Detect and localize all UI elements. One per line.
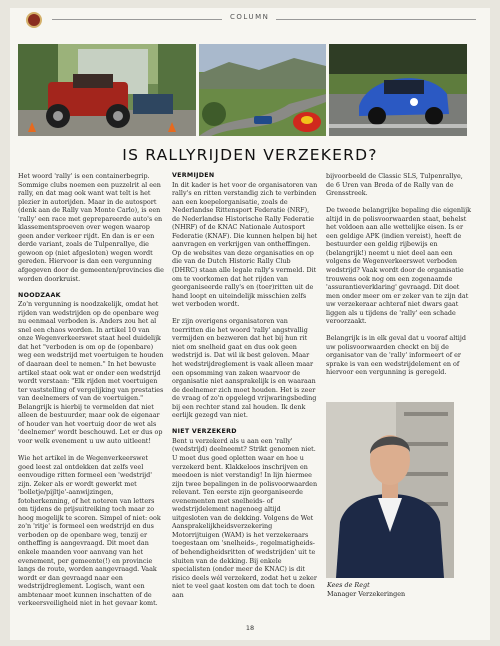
author-portrait xyxy=(326,402,454,578)
page-number: 18 xyxy=(245,624,255,632)
photo-rally-car xyxy=(329,44,467,136)
paragraph-classic-sls: bijvoorbeeld de Classic SLS, Tulpenrallye, de 6 Uren van Breda of de Rally van de Grensstreek. xyxy=(326,172,463,198)
photo-mountain-road xyxy=(199,44,326,136)
paragraph-wegenverkeerswet: Wie het artikel in de Wegenverkeerswet goed leest zal ontdekken dat zelfs veel eenvoudige ritten formeel een 'wedstrijd' zijn. Zeker als er wordt gewerkt met 'bolletje/pijltje'-aanwijzingen, fotoherkenning, of het noteren van letters om tijdens de prijsuitreiking toch maar zo hoog mogelijk te scoren. Simpel of niet: ook zo'n 'ritje' is formeel een wedstrijd en dus verboden op de openbare weg, tenzij er ontheffing is aangevraagd. Dit moet dan enkele maanden voor aanvang van het evenement, per gemeente(!) en provincie langs de route, worden aangevraagd. Vaak wordt er dan gevraagd naar een wedstrijdreglement. Logisch, want een ambtenaar moet kunnen inschatten of de verkeersveiligheid niet in het gevaar komt. xyxy=(18,453,161,608)
paragraph-noodzaak: Zo'n vergunning is noodzakelijk, omdat het rijden van wedstrijden op de openbare weg nu eenmaal verboden is. Anders zou het al snel een chaos worden. In artikel 10 van onze Wegenverkeerswet staat heel duidelijk dat het "verboden is om op de (openbare) weg een wedstrijd met voertuigen te houden of daaraan deel te nemen." In het bewuste artikel staat ook wat er onder een wedstrijd wordt verstaan: "Elk rijden met voertuigen ter vaststelling of vergelijking van prestaties van deelnemers of van de voertuigen." Belangrijk is hierbij te vermelden dat niet alleen de bestuurder, maar ook de eigenaar of houder van het voertuig door de wet als 'deelnemer' wordt beschouwd. Let er dus op voor welk evenement u uw auto uitleent! xyxy=(18,300,164,445)
caption-name: Kees de Regt xyxy=(327,581,370,589)
subheading-niet-verzekerd: NIET VERZEKERD xyxy=(172,428,237,436)
article-column-2 xyxy=(172,172,318,608)
paragraph-vermijden: In dit kader is het voor de organisatoren van rally's en ritten verstandig zich te verbinden aan een koepelorganisatie, zoals de Nederlandse Rittensport Federatie (NRF), de Nederlandse Historische Rally Federatie (NHRF) of de KNAC Nationale Autosport Federatie (KNAF). Die kunnen helpen bij het aanvragen en verkrijgen van ontheffingen. Op de websites van deze organisaties en op die van de Dutch Historic Rally Club (DHRC) staan alle legale rally's vermeld. Dit om te voorkomen dat het rijden van georganiseerde rally's en (toer)ritten uit de hand loopt en uiteindelijk misschien zelfs wet verboden wordt. xyxy=(172,180,318,309)
paragraph-belangrijk: Belangrijk is in elk geval dat u vooraf altijd uw polisvoorwaarden checkt en bij de organisator van de 'rally' informeert of er sprake is van een wedstrijdelement en of hiervoor een vergunning is geregeld. xyxy=(326,334,466,377)
article-column-3 xyxy=(326,172,472,386)
caption-role: Manager Verzekeringen xyxy=(327,590,406,598)
paragraph-niet-verzekerd: Bent u verzekerd als u aan een 'rally' (wedstrijd) deelneemt? Strikt genomen niet. U moet dus goed opletten waar en hoe u verzekerd bent. Klakkeloos inschrijven en meedoen is niet verstandig! In lijn hiermee zijn twee bepalingen in de polisvoorwaarden relevant. Ten eerste zijn georganiseerde evenementen met snelheids- of wedstrijdelement nagenoeg altijd uitgesloten van de dekking. Volgens de Wet Aansprakelijkheidsverzekering Motorrijtuigen (WAM) is het verzekeraars toegestaan om 'snelheids-, regelmatigheids- of behendigheidsritten of wedstrijden' uit te sluiten van de dekking. Bij enkele specialisten (onder meer de KNAC) is dit risico deels wél verzekerd, zodat het u zeker niet te veel gaat kosten om dat toch te doen aan xyxy=(172,436,318,599)
paragraph-intro: Het woord 'rally' is een containerbegrip. Sommige clubs noemen een puzzelrit al een rally, en dat mag ook want wat telt is het plezier in autorijden. Maar in de autosport (denk aan de Rally van Monte Carlo), is een 'rally' een race met geprepareerde auto's en klassementsproeven over wegen waarop geen ander verkeer rijdt. En dan is er een derde variant, zoals de Tulpenrallye, die gewoon op (niet afgesloten) wegen wordt gereden. Hiervoor is dan een vergunning afgegeven door de gemeenten/provincies die worden doorkruist. xyxy=(18,172,164,283)
article-column-1 xyxy=(18,172,164,616)
article-title: IS RALLYRIJDEN VERZEKERD? xyxy=(122,146,378,164)
subheading-noodzaak: NOODZAAK xyxy=(18,291,61,299)
paragraph-polisvoorwaarden: De tweede belangrijke bepaling die eigenlijk altijd in de polisvoorwaarden staat, behelst het voldoen aan alle wettelijke eisen. Is er een geldige APK (indien vereist), heeft de bestuurder een geldig rijbewijs en (belangrijk!) neemt u niet deel aan een volgens de Wegenverkeerswet verboden wedstrijd? Vaak wordt door de organisatie trouwens ook nog om een zogenaamde 'assurantieverklaring' gevraagd. Dit doet men onder meer om er zeker van te zijn dat uw verzekeraar achteraf niet dwars gaat liggen als u tijdens de 'rally' een schade veroorzaakt. xyxy=(326,206,471,326)
photo-classic-car xyxy=(18,44,196,136)
section-label: COLUMN xyxy=(230,13,270,21)
club-logo-icon xyxy=(26,12,42,28)
subheading-vermijden: VERMIJDEN xyxy=(172,172,215,179)
paragraph-toerritten: Er zijn overigens organisatoren van toerritten die het woord 'rally' angstvallig vermijden en bezweren dat het bij hun rit niet om snelheid gaat en dus ook geen wedstrijd is. Dat wil ik best geloven. Maar het wedstrijdreglement is vaak alleen maar een opsomming van zaken waarvoor de organisatie niet aansprakelijk is en waaraan de deelnemer zich moet houden. Het is zeer de vraag of zo'n opgelegd vrijwaringsbeding bij een rechter stand zal houden. Ik denk eerlijk gezegd van niet. xyxy=(172,317,317,420)
header-rule-right xyxy=(276,19,476,20)
header-rule-left xyxy=(52,19,222,20)
